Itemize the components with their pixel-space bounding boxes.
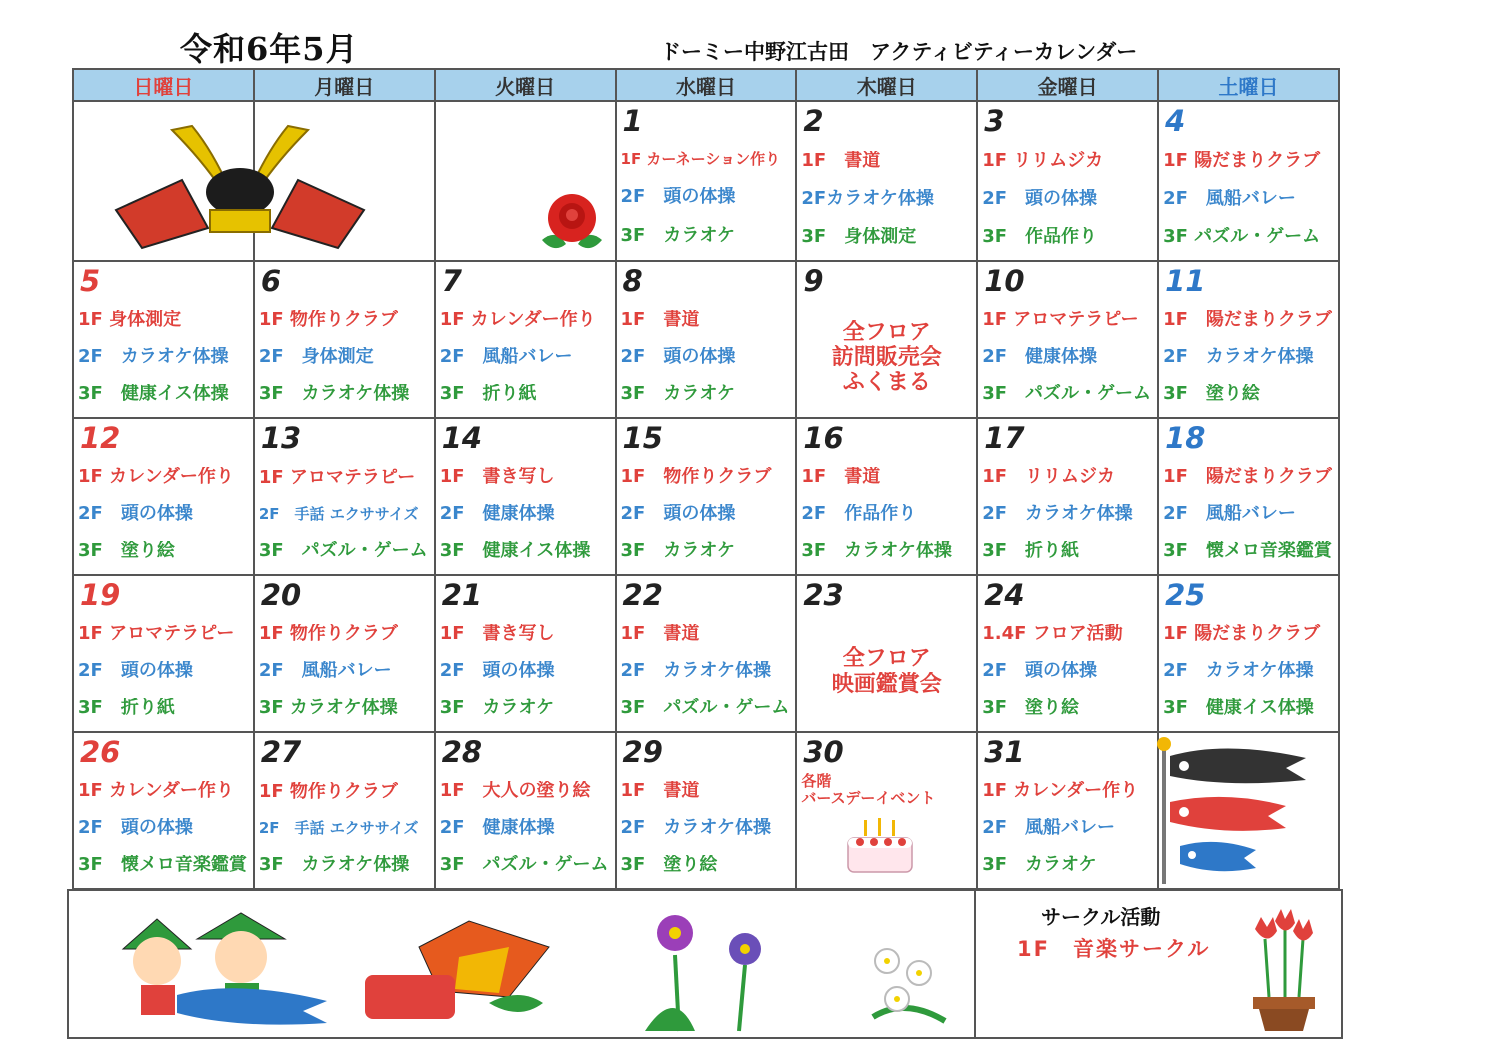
day-number: 13: [260, 421, 302, 455]
day-number: 28: [441, 735, 483, 769]
activity-item: 1F 物作りクラブ: [258, 310, 398, 331]
day-number: 27: [260, 735, 302, 769]
calendar-day-cell: [73, 732, 254, 889]
calendar-day-cell: [254, 575, 435, 732]
activity-item: 1F 書き写し: [439, 467, 555, 488]
activity-item: 2F 風船バレー: [258, 661, 392, 682]
activity-item: 3F 折り紙: [78, 698, 175, 719]
day-number: 9: [803, 264, 824, 298]
day-number: 31: [984, 735, 1025, 769]
calendar-day-cell: [796, 418, 977, 575]
activity-item: 2F 頭の体操: [78, 818, 193, 839]
activity-item: 3F 作品作り: [982, 226, 1098, 247]
special-event-text: 映画鑑賞会: [831, 671, 942, 697]
calendar-day-cell: [616, 418, 797, 575]
activity-item: 3F カラオケ: [982, 855, 1097, 876]
special-event-text: 訪問販売会: [831, 344, 942, 370]
day-number: 4: [1165, 104, 1186, 138]
day-activities: [259, 459, 430, 570]
calendar-day-cell: [1158, 261, 1339, 418]
day-activities: [801, 616, 972, 727]
calendar-week-row: [73, 575, 1339, 732]
activity-item: 1F アロマテラピー: [78, 624, 235, 645]
calendar-day-cell: [435, 732, 616, 889]
activity-item: 1F アロマテラピー: [982, 310, 1139, 331]
day-activities: [259, 302, 430, 413]
day-number: 21: [441, 578, 483, 612]
day-activities: [259, 616, 430, 727]
activity-item: 3F カラオケ体操: [258, 854, 410, 875]
day-activities: [1163, 616, 1334, 727]
day-number: 23: [803, 578, 844, 612]
calendar-day-cell: [796, 575, 977, 732]
activity-item: 2F 頭の体操: [620, 347, 736, 368]
calendar-day-cell: [435, 261, 616, 418]
day-number: 24: [984, 578, 1025, 612]
activity-item: 3F 塗り絵: [1163, 384, 1260, 405]
activity-item: 1F 陽だまりクラブ: [1163, 624, 1321, 645]
activity-item: 1F 書道: [620, 624, 700, 645]
activity-item: 2F 頭の体操: [982, 661, 1098, 682]
day-activities: [78, 459, 249, 570]
activity-item: 3F 折り紙: [439, 384, 537, 405]
activity-item: 2Fカラオケ体操: [801, 188, 934, 209]
calendar-week-row: [73, 418, 1339, 575]
day-activities: [801, 459, 972, 570]
activity-item: 1.4F フロア活動: [982, 624, 1123, 645]
activity-item: 1F リリムジカ: [982, 150, 1104, 171]
activity-item: 2F 健康体操: [982, 347, 1098, 368]
day-number: 26: [80, 735, 121, 769]
activity-item: 2F カラオケ体操: [78, 347, 229, 368]
calendar-day-cell: [977, 732, 1158, 889]
circle-activity-title: サークル活動: [1041, 905, 1161, 929]
activity-item: 3F 塗り絵: [982, 698, 1080, 719]
activity-item: 3F 塗り絵: [620, 855, 718, 876]
day-number: 6: [260, 264, 282, 298]
calendar-day-cell: [977, 418, 1158, 575]
day-number: 18: [1165, 421, 1206, 455]
activity-item: 2F 頭の体操: [982, 188, 1098, 209]
day-activities: [982, 459, 1153, 570]
activity-item: 1F 陽だまりクラブ: [1163, 310, 1332, 331]
activity-item: 2F 手話 エクササイズ: [258, 505, 419, 523]
activity-item: 2F 頭の体操: [620, 504, 736, 525]
activity-item: 3F パズル・ゲーム: [439, 855, 609, 876]
day-number: 3: [984, 104, 1005, 138]
weekday-monday: 月曜日: [254, 69, 435, 101]
calendar-week-row: [73, 261, 1339, 418]
white-flowers-illustration: [865, 937, 955, 1033]
iris-flowers-illustration: [635, 905, 785, 1035]
activity-item: 1F 陽だまりクラブ: [1163, 467, 1332, 488]
day-activities: [440, 302, 611, 413]
day-activities: [982, 142, 1153, 256]
activity-item: 2F カラオケ体操: [620, 661, 771, 682]
activity-item: 3F パズル・ゲーム: [982, 384, 1152, 405]
calendar-day-cell: [616, 575, 797, 732]
activity-item: 3F カラオケ: [439, 698, 555, 719]
activity-item: 2F 健康体操: [439, 504, 555, 525]
calendar-day-cell: [254, 418, 435, 575]
special-event-text: 全フロア: [842, 646, 931, 672]
calendar-month-title: 令和6年5月: [180, 30, 359, 68]
day-activities: [1163, 302, 1334, 413]
activity-item: 3F 懐メロ音楽鑑賞: [1163, 541, 1332, 562]
activity-item: 3F カラオケ体操: [801, 541, 952, 562]
weekday-thursday: 木曜日: [796, 69, 977, 101]
weekday-tuesday: 火曜日: [435, 69, 616, 101]
day-activities: [1163, 142, 1334, 256]
day-number: 29: [622, 735, 663, 769]
activity-item: 2F 健康体操: [439, 818, 555, 839]
weekday-saturday: 土曜日: [1158, 69, 1339, 101]
day-number: 2: [803, 104, 824, 138]
circle-activity-item: 1F 音楽サークル: [1017, 937, 1211, 961]
day-activities: [440, 616, 611, 727]
activity-item: 1F カレンダー作り: [439, 310, 596, 331]
weekday-friday: 金曜日: [977, 69, 1158, 101]
calendar-day-cell: [435, 418, 616, 575]
day-activities: [621, 773, 792, 884]
activity-item: 3F カラオケ: [620, 226, 735, 247]
day-number: 14: [441, 421, 483, 455]
day-number: 19: [80, 578, 121, 612]
calendar-day-cell: [73, 575, 254, 732]
day-number: 10: [984, 264, 1025, 298]
day-number: 12: [80, 421, 121, 455]
activity-item: 3F 健康イス体操: [439, 541, 591, 562]
calendar-day-cell: [977, 575, 1158, 732]
activity-item: 3F カラオケ体操: [258, 698, 398, 719]
activity-item: 3F パズル・ゲーム: [1163, 226, 1321, 247]
activity-item: 1F 書道: [620, 310, 700, 331]
activity-item: 1F 物作りクラブ: [258, 781, 398, 802]
birthday-cake-illustration: [842, 812, 918, 876]
day-activities: [78, 616, 249, 727]
activity-item: 3F 塗り絵: [78, 541, 175, 562]
weekday-header-row: [73, 69, 1339, 101]
activity-item: 1F カレンダー作り: [982, 781, 1139, 802]
activity-item: 2F カラオケ体操: [982, 504, 1133, 525]
activity-item: 1F カレンダー作り: [78, 781, 234, 802]
day-number: 30: [803, 735, 844, 769]
activity-item: 1F 陽だまりクラブ: [1163, 150, 1321, 171]
day-activities: [982, 773, 1153, 884]
day-activities: [982, 302, 1153, 413]
day-activities: [621, 616, 792, 727]
activity-item: 2F 風船バレー: [1163, 188, 1296, 209]
day-activities: [801, 142, 972, 256]
activity-item: 1F 書道: [801, 150, 881, 171]
birthday-event-text: 各階: [801, 773, 832, 790]
paper-kabuto-illustration: [349, 917, 569, 1027]
birthday-event-text: バースデーイベント: [801, 790, 936, 808]
bottom-divider: [974, 891, 976, 1037]
activity-item: 2F 風船バレー: [982, 818, 1116, 839]
day-number: 15: [622, 421, 663, 455]
calendar-day-cell: [73, 261, 254, 418]
activity-item: 2F カラオケ体操: [1163, 347, 1314, 368]
tulip-pot-illustration: [1247, 909, 1321, 1031]
activity-item: 2F 身体測定: [258, 347, 374, 368]
children-with-carp-illustration: [117, 909, 337, 1029]
day-activities: [621, 302, 792, 413]
day-number: 5: [80, 264, 101, 298]
day-number: 8: [622, 264, 643, 298]
day-number: 20: [260, 578, 302, 612]
activity-item: 1F カーネーション作り: [620, 151, 781, 169]
calendar-day-cell: [1158, 575, 1339, 732]
day-activities: [621, 142, 792, 256]
activity-item: 2F 風船バレー: [439, 347, 573, 368]
activity-item: 3F カラオケ体操: [258, 384, 410, 405]
activity-item: 1F 書き写し: [439, 624, 555, 645]
activity-item: 1F カレンダー作り: [78, 467, 234, 488]
calendar-day-cell: [1158, 101, 1339, 261]
activity-item: 3F カラオケ: [620, 541, 735, 562]
day-activities: [621, 459, 792, 570]
day-number: 11: [1165, 264, 1206, 298]
activity-item: 1F 大人の塗り絵: [439, 781, 591, 802]
day-number: 25: [1165, 578, 1206, 612]
activity-item: 2F 風船バレー: [1163, 504, 1296, 525]
carp-streamers-illustration: [1156, 736, 1326, 886]
calendar-day-cell: [616, 261, 797, 418]
weekday-sunday: 日曜日: [73, 69, 254, 101]
calendar-day-cell: [796, 261, 977, 418]
special-event-text: 全フロア: [842, 319, 931, 345]
calendar-day-cell: [616, 101, 797, 261]
day-number: 1: [622, 104, 643, 138]
calendar-day-cell: [616, 732, 797, 889]
day-activities: [440, 773, 611, 884]
day-activities: [982, 616, 1153, 727]
bottom-banner: [67, 889, 1343, 1039]
day-number: 16: [803, 421, 844, 455]
activity-item: 3F パズル・ゲーム: [620, 698, 790, 719]
activity-item: 3F 健康イス体操: [1163, 698, 1314, 719]
activity-item: 3F 健康イス体操: [78, 384, 229, 405]
activity-item: 2F 頭の体操: [78, 661, 193, 682]
day-activities: [78, 773, 249, 884]
facility-title: ドーミー中野江古田 アクティビティーカレンダー: [660, 39, 1138, 64]
activity-item: 3F パズル・ゲーム: [258, 540, 428, 561]
calendar-day-cell: [73, 418, 254, 575]
calendar-day-cell: [977, 101, 1158, 261]
calendar-day-cell: [435, 575, 616, 732]
day-activities: [440, 459, 611, 570]
calendar-day-cell: [1158, 418, 1339, 575]
activity-item: 2F カラオケ体操: [620, 818, 771, 839]
calendar-day-cell: [977, 261, 1158, 418]
calendar-week-row: [73, 732, 1339, 889]
day-number: 7: [441, 264, 462, 298]
activity-item: 3F カラオケ: [620, 384, 735, 405]
activity-item: 1F 書道: [801, 467, 881, 488]
activity-item: 2F 頭の体操: [439, 661, 555, 682]
day-number: 22: [622, 578, 663, 612]
activity-item: 1F 書道: [620, 781, 700, 802]
calendar-day-cell: [254, 732, 435, 889]
calendar-day-cell: [254, 261, 435, 418]
activity-item: 3F 懐メロ音楽鑑賞: [78, 855, 247, 876]
weekday-wednesday: 水曜日: [616, 69, 797, 101]
day-activities: [259, 773, 430, 884]
activity-item: 2F カラオケ体操: [1163, 661, 1314, 682]
activity-item: 1F 身体測定: [78, 310, 182, 331]
activity-item: 1F 物作りクラブ: [258, 624, 398, 645]
activity-item: 3F 折り紙: [982, 541, 1080, 562]
special-event-text: ふくまる: [842, 370, 931, 396]
activity-item: 1F 物作りクラブ: [620, 467, 772, 488]
activity-item: 3F 身体測定: [801, 226, 917, 247]
activity-item: 2F 手話 エクササイズ: [258, 819, 419, 837]
activity-item: 2F 頭の体操: [620, 186, 736, 207]
activity-item: 1F アロマテラピー: [258, 467, 416, 488]
day-activities: [1163, 459, 1334, 570]
red-rose-illustration: [536, 188, 608, 256]
kabuto-helmet-illustration: [112, 120, 368, 250]
calendar-day-cell: [796, 101, 977, 261]
day-activities: [78, 302, 249, 413]
activity-item: 2F 頭の体操: [78, 504, 193, 525]
activity-item: 1F リリムジカ: [982, 467, 1116, 488]
activity-item: 2F 作品作り: [801, 504, 917, 525]
day-activities: [801, 302, 972, 413]
day-number: 17: [984, 421, 1025, 455]
